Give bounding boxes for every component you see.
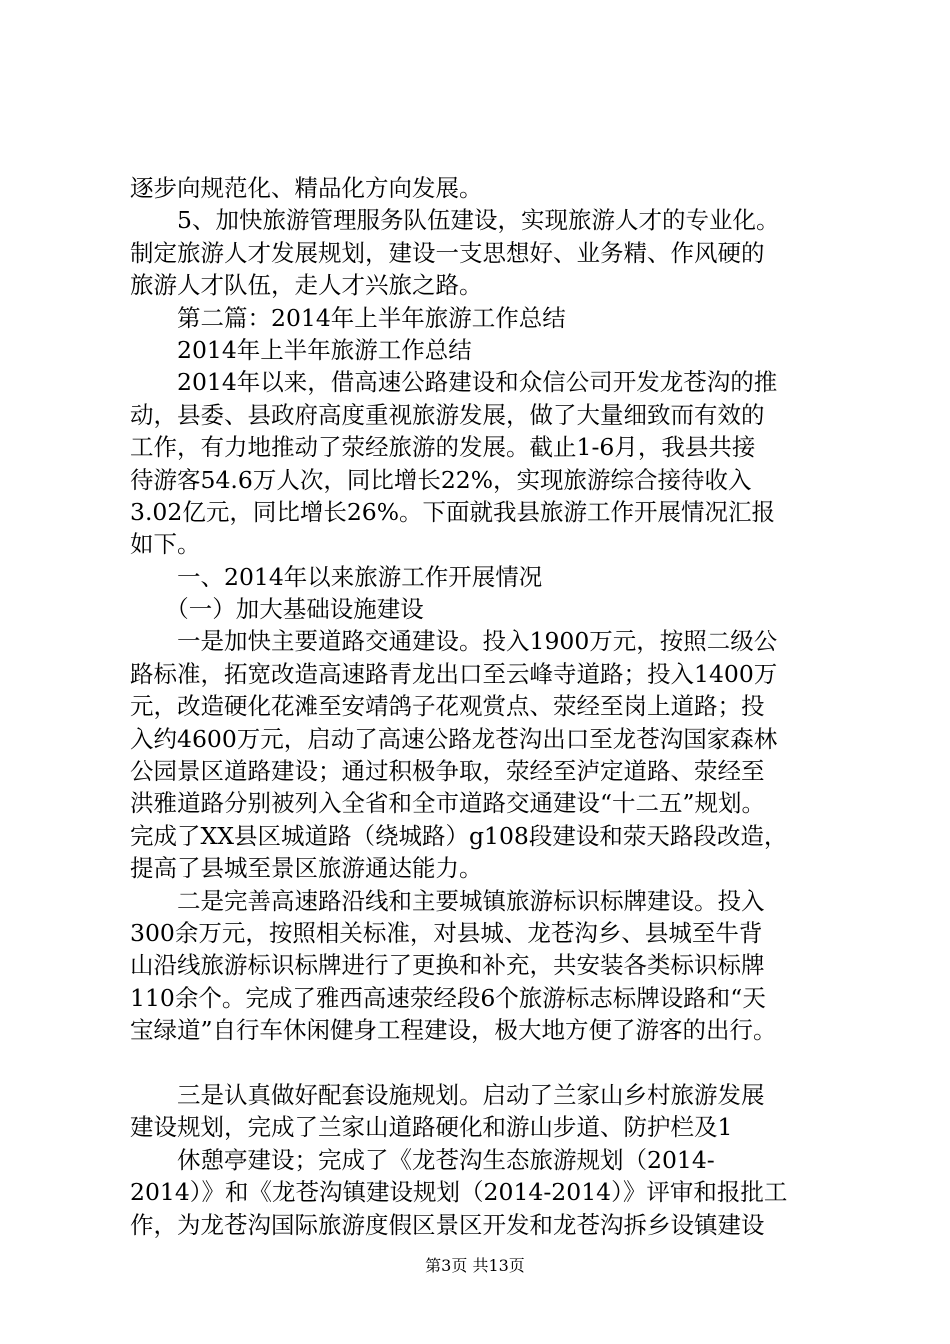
text-line: 洪雅道路分别被列入全省和全市道路交通建设“十二五”规划。 [130, 789, 766, 818]
text-line: （一）加大基础设施建设 [130, 595, 424, 624]
text-line: 2014年以来，借高速公路建设和众信公司开发龙苍沟的推 [130, 368, 778, 397]
page-footer: 第3页 共13页 [425, 1256, 525, 1275]
text-line: 休憩亭建设；完成了《龙苍沟生态旅游规划（2014- [130, 1145, 715, 1174]
text-line: 动，县委、县政府高度重视旅游发展，做了大量细致而有效的 [130, 400, 765, 429]
text-line: 300余万元，按照相关标准，对县城、龙苍沟乡、县城至牛背 [130, 918, 763, 947]
text-line: 待游客54.6万人次，同比增长22%，实现旅游综合接待收入 [130, 465, 752, 494]
text-line: 路标准，拓宽改造高速路青龙出口至云峰寺道路；投入1400万 [130, 659, 778, 688]
text-line: 2014）》和《龙苍沟镇建设规划（2014-2014）》评审和报批工 [130, 1178, 788, 1207]
text-line: 二是完善高速路沿线和主要城镇旅游标识标牌建设。投入 [130, 886, 765, 915]
text-line: 作，为龙苍沟国际旅游度假区景区开发和龙苍沟拆乡设镇建设 [130, 1210, 765, 1239]
text-line: 元，改造硬化花滩至安靖鸽子花观赏点、荥经至岗上道路；投 [130, 692, 765, 721]
text-line: 110余个。完成了雅西高速荥经段6个旅游标志标牌设路和“天 [130, 983, 766, 1012]
text-line: 宝绿道”自行车休闲健身工程建设，极大地方便了游客的出行。 [130, 1016, 777, 1045]
blank-line [130, 1047, 830, 1079]
text-line: 完成了XX县区城道路（绕城路）g108段建设和荥天路段改造， [130, 821, 788, 850]
text-line: 5、加快旅游管理服务队伍建设，实现旅游人才的专业化。 [130, 206, 780, 235]
text-line: 3.02亿元，同比增长26%。下面就我县旅游工作开展情况汇报 [130, 497, 776, 526]
text-line: 2014年上半年旅游工作总结 [130, 335, 472, 364]
text-line: 一、2014年以来旅游工作开展情况 [130, 562, 543, 591]
text-line: 三是认真做好配套设施规划。启动了兰家山乡村旅游发展 [130, 1080, 765, 1109]
text-line: 第二篇：2014年上半年旅游工作总结 [130, 303, 566, 332]
text-line: 公园景区道路建设；通过积极争取，荥经至泸定道路、荥经至 [130, 757, 765, 786]
text-line: 建设规划，完成了兰家山道路硬化和游山步道、防护栏及1 [130, 1113, 733, 1142]
text-line: 逐步向规范化、精品化方向发展。 [130, 174, 483, 202]
text-line: 工作，有力地推动了荥经旅游的发展。截止1-6月，我县共接 [130, 433, 756, 462]
text-line: 一是加快主要道路交通建设。投入1900万元，按照二级公 [130, 627, 778, 656]
text-line: 山沿线旅游标识标牌进行了更换和补充，共安装各类标识标牌 [130, 951, 765, 980]
document-body [130, 172, 830, 1241]
text-line: 旅游人才队伍，走人才兴旅之路。 [130, 271, 483, 300]
text-line: 制定旅游人才发展规划，建设一支思想好、业务精、作风硬的 [130, 238, 765, 267]
text-line: 如下。 [130, 530, 201, 559]
text-line: 提高了县城至景区旅游通达能力。 [130, 854, 483, 883]
text-line: 入约4600万元，启动了高速公路龙苍沟出口至龙苍沟国家森林 [130, 724, 778, 753]
